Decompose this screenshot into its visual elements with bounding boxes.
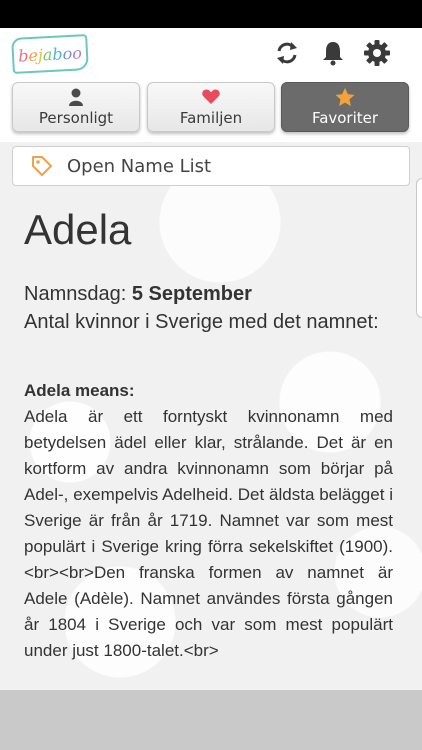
name-info [24,280,404,336]
tab-bar [0,78,422,142]
nameday-value: 5 September [131,283,252,305]
name-title: Adela [24,206,132,253]
count-line: Antal kvinnor i Sverige med det namnet: [24,311,379,333]
open-name-list-label: Open Name List [67,155,212,177]
star-icon [335,87,355,107]
logo-letter: j [37,44,44,65]
tab-personligt[interactable] [12,82,140,132]
status-bar [0,0,422,28]
logo-letter: o [71,42,83,63]
logo-letter: b [17,45,29,66]
meaning-text: Adela är ett forntyskt kvinnonamn med betydelsen ädel eller klar, strålande. Det är en kortform av andra kvinnonamn som börjar på Adel-, exempelvis Adelheid. Det äldsta belägget i Sverige är från år 1719. Namnet var som mest populärt i Sverige kring förra sekelskiftet (1900).<br><br>Den franska formen av namnet är Adele (Adèle). Namnet användes första gången år 1804 i Sverige och var som mest populärt under just 1800-talet.<br> [24,407,393,660]
app-header [0,28,422,78]
person-icon [69,87,83,107]
tag-icon [31,155,53,177]
logo-letter: e [27,45,39,65]
app-logo[interactable] [11,34,89,74]
tab-label: Familjen [179,109,243,127]
logo-letter: o [62,43,73,63]
tab-favoriter[interactable] [281,82,409,132]
meaning-section [24,378,393,664]
logo-letter: b [51,43,64,64]
heart-icon [202,87,220,107]
nameday-line [24,280,404,308]
meaning-title: Adela means: [24,381,135,400]
refresh-icon[interactable] [272,38,302,68]
logo-letter: a [42,44,53,64]
gear-icon[interactable] [362,38,392,68]
bottom-bar [0,690,422,750]
open-name-list-button[interactable] [12,146,410,186]
nameday-label: Namnsdag: [24,283,132,305]
side-drawer-handle[interactable] [416,178,422,318]
bell-icon[interactable] [318,38,348,68]
tab-label: Personligt [38,109,114,127]
tab-familjen[interactable] [147,82,275,132]
tab-label: Favoriter [311,109,379,127]
